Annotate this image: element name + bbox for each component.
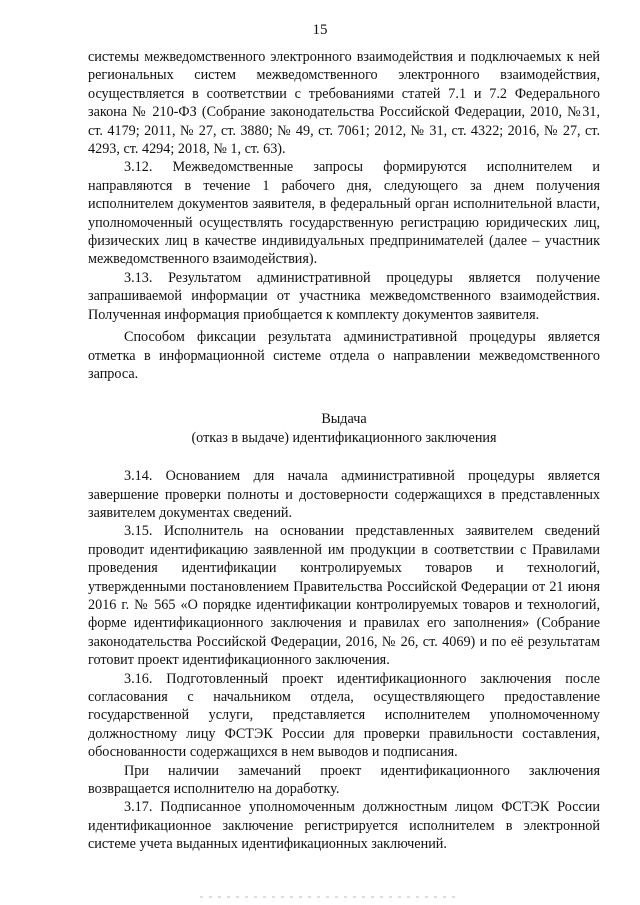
paragraph-3-13: 3.13. Результатом административной процедуры является получение запрашиваемой информации от участника межведомственного взаимодействия. Полученная информация приобщается к комплекту документов заявителя. [88, 269, 600, 323]
paragraph-3-16: 3.16. Подготовленный проект идентификационного заключения после согласования с начальником отдела, осуществляющего предоставление государственной услуги, представляется исполнителем уполномоченному должностному лицу ФСТЭК России для проверки правильности составления, обоснованности содержащихся в нем выводов и подписания. [88, 670, 600, 761]
section-heading-subtitle: (отказ в выдаче) идентификационного заключения [191, 429, 497, 446]
scan-artifact [200, 896, 460, 898]
paragraph-fixation-method: Способом фиксации результата административной процедуры является отметка в информационной системе отдела о направлении межведомственного запроса. [88, 329, 600, 382]
section-heading-title: Выдача [321, 411, 367, 428]
document-body [88, 48, 600, 854]
paragraph-3-17: 3.17. Подписанное уполномоченным должностным лицом ФСТЭК России идентификационное заключение регистрируется исполнителем в электронной системе учета выданных идентификационных заключений. [88, 799, 600, 853]
paragraph-3-14: 3.14. Основанием для начала административной процедуры является завершение проверки полноты и достоверности содержащихся в представленных заявителем документах сведений. [88, 468, 600, 521]
paragraph-remarks: При наличии замечаний проект идентификационного заключения возвращается исполнителю на доработку. [88, 762, 600, 798]
page-number: 15 [312, 22, 328, 38]
paragraph-3-12: 3.12. Межведомственные запросы формируются исполнителем и направляются в течение 1 рабочего дня, следующего за днем получения исполнителем документов заявителя, в федеральный орган исполнительной власти, уполномоченный осуществлять государственную регистрацию юридических лиц, физических лиц в качестве индивидуальных предпринимателей (далее – участник межведомственного взаимодействия). [88, 159, 600, 268]
paragraph-3-15: 3.15. Исполнитель на основании представленных заявителем сведений проводит идентификацию заявленной им продукции в соответствии с Правилами проведения идентификации контролируемых товаров и технологий, утвержденными постановлением Правительства Российской Федерации от 21 июня 2016 г. № 565 «О порядке идентификации контролируемых товаров и технологий, форме идентификационного заключения и правилах его заполнения» (Собрание законодательства Российской Федерации, 2016, № 26, ст. 4069) и по её результатам готовит проект идентификационного заключения. [88, 523, 600, 669]
paragraph-continuation: системы межведомственного электронного взаимодействия и подключаемых к ней региональных систем межведомственного электронного взаимодействия, осуществляется в соответствии с требованиями статей 7.1 и 7.2 Федерального закона № 210-ФЗ (Собрание законодательства Российской Федерации, 2010, №31, ст. 4179; 2011, № 27, ст. 3880; № 49, ст. 7061; 2012, № 31, ст. 4322; 2016, № 27, ст. 4293, ст. 4294; 2018, № 1, ст. 63). [88, 49, 600, 158]
